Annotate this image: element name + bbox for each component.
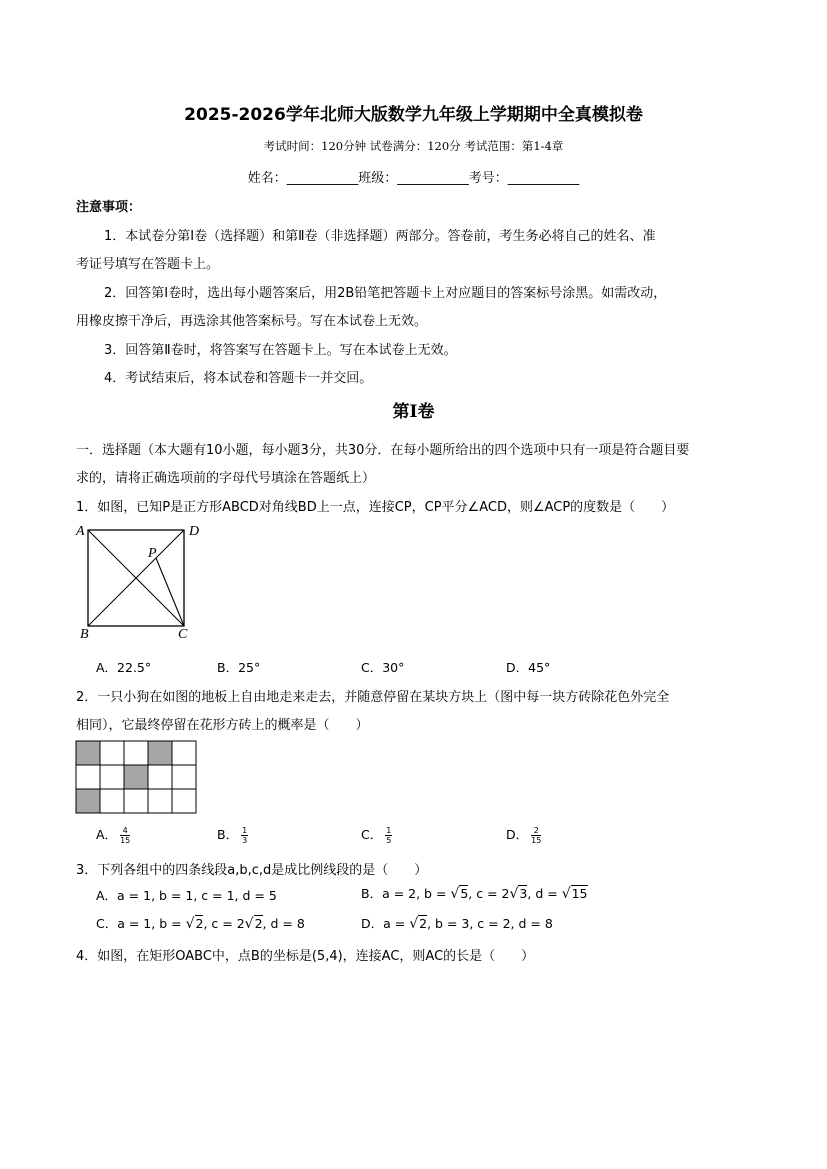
- plain-tile: [100, 765, 124, 789]
- flower-tile: [76, 741, 100, 765]
- part1-instructions: 一．选择题（本大题有10小题，每小题3分，共30分．在每小题所给出的四个选项中只有一项是符合题目要: [76, 443, 690, 458]
- segment-cp: [156, 558, 184, 626]
- q2-option-b: B． $\frac{1}{3}$: [217, 826, 248, 845]
- q3-option-a: A．a = 1, b = 1, c = 1, d = 5: [96, 888, 277, 903]
- label-a: A: [76, 524, 85, 539]
- section-title: 第Ⅰ卷: [392, 402, 435, 422]
- notice-item: 用橡皮擦干净后，再选涂其他答案标号。写在本试卷上无效。: [76, 314, 428, 329]
- question-1-stem: 1．如图，已知P是正方形ABCD对角线BD上一点，连接CP，CP平分∠ACD，则∠ACP的度数是（ ）: [76, 500, 675, 515]
- flower-tile: [124, 765, 148, 789]
- q1-option-a: A．22.5°: [96, 660, 152, 675]
- plain-tile: [100, 789, 124, 813]
- q1-option-d: D．45°: [506, 660, 551, 675]
- tile-grid: [75, 740, 197, 814]
- q3-option-d: D．a = √2, b = 3, c = 2, d = 8: [361, 916, 553, 932]
- notice-item: 1．本试卷分第Ⅰ卷（选择题）和第Ⅱ卷（非选择题）两部分。答卷前，考生务必将自己的姓名、准: [104, 229, 656, 244]
- plain-tile: [76, 765, 100, 789]
- notice-item: 4．考试结束后，将本试卷和答题卡一并交回。: [104, 371, 373, 386]
- q2-option-c: C． $\frac{1}{5}$: [361, 826, 392, 845]
- notice-heading: 注意事项：: [76, 200, 142, 215]
- plain-tile: [172, 765, 196, 789]
- flower-tile: [148, 741, 172, 765]
- plain-tile: [172, 741, 196, 765]
- part1-instructions: 求的，请将正确选项前的字母代号填涂在答题纸上）: [76, 471, 376, 486]
- question-2-stem: 相同），它最终停留在花形方砖上的概率是（ ）: [76, 718, 369, 733]
- q3-option-c: C．a = 1, b = √2, c = 2√2, d = 8: [96, 916, 305, 932]
- plain-tile: [124, 741, 148, 765]
- plain-tile: [148, 789, 172, 813]
- exam-title: 2025-2026学年北师大版数学九年级上学期期中全真模拟卷: [184, 105, 643, 125]
- question-2-stem: 2．一只小狗在如图的地板上自由地走来走去，并随意停留在某块方块上（图中每一块方砖除花色外完全: [76, 690, 670, 705]
- q2-option-d: D． $\frac{2}{15}$: [506, 826, 542, 845]
- flower-tile: [76, 789, 100, 813]
- notice-item: 考证号填写在答题卡上。: [76, 257, 220, 272]
- notice-item: 3．回答第Ⅱ卷时，将答案写在答题卡上。写在本试卷上无效。: [104, 343, 457, 358]
- q1-option-c: C．30°: [361, 660, 405, 675]
- plain-tile: [124, 789, 148, 813]
- q1-option-b: B．25°: [217, 660, 261, 675]
- q3-option-b: B．a = 2, b = √5, c = 2√3, d = √15: [361, 886, 588, 902]
- question-4-stem: 4．如图，在矩形OABC中，点B的坐标是(5,4)，连接AC，则AC的长是（ ）: [76, 949, 535, 964]
- label-d: D: [189, 524, 200, 539]
- plain-tile: [148, 765, 172, 789]
- square-diagram: [72, 520, 212, 645]
- plain-tile: [172, 789, 196, 813]
- notice-item: 2．回答第Ⅰ卷时，选出每小题答案后，用2B铅笔把答题卡上对应题目的答案标号涂黑。如需改动，: [104, 286, 667, 301]
- q2-option-a: A． $\frac{4}{15}$: [96, 826, 131, 845]
- exam-info: 考试时间：120分钟 试卷满分：120分 考试范围：第1-4章: [263, 139, 564, 153]
- label-p: P: [148, 546, 157, 561]
- student-fields: 姓名：___________班级：___________考号：___________: [247, 171, 580, 186]
- plain-tile: [100, 741, 124, 765]
- label-c: C: [178, 627, 188, 642]
- question-3-stem: 3．下列各组中的四条线段a,b,c,d是成比例线段的是（ ）: [76, 863, 428, 878]
- label-b: B: [80, 627, 89, 642]
